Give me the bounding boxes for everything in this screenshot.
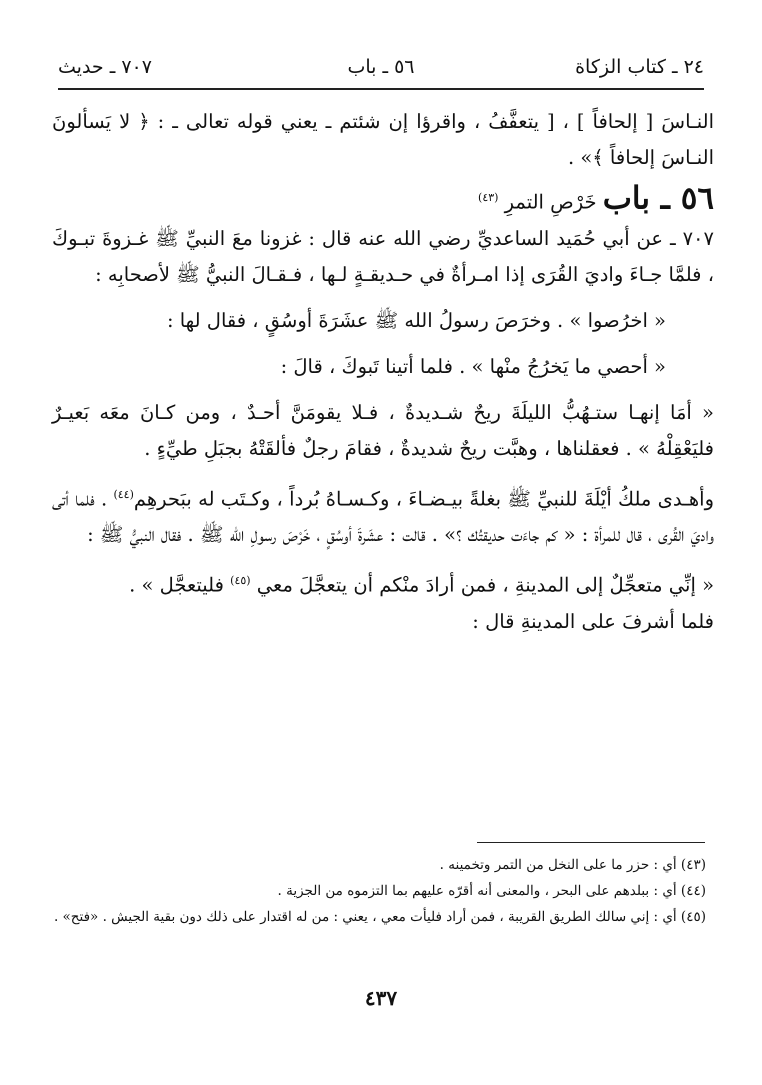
chapter-number: ٥٦ ـ باب [602, 180, 714, 217]
paragraph-continuation: النـاسَ [ إلحافاً ] ، [ يتعفَّفُ ، واقرؤا إن شئتم ـ يعني قوله تعالى ـ : ﴿ لا يَسألونَ النـاسَ إلحافاً ﴾» . [52, 110, 714, 169]
header-hadith-number: ٧٠٧ ـ حديث [58, 56, 152, 78]
running-header [58, 52, 704, 90]
paragraph-text: . فلما أتى واديَ القُرى ، قال للمرأة : « كم جاءَت حديقتُك ؟» . قالت : عشَرةَ أوسُقٍ ، خَرْصَ رسولِ الله ﷺ . فقال النبيُّ ﷺ : [52, 487, 714, 546]
main-text [52, 104, 714, 640]
footnote: (٤٣) أي : حزر ما على النخل من التمر وتخمينه . [439, 857, 706, 873]
footnote: (٤٤) أي : ببلدهم على البحر ، والمعنى أنه أقرّه عليهم بما التزموه من الجزية . [277, 883, 706, 899]
quote-paragraph [52, 563, 714, 604]
chapter-heading [52, 180, 714, 221]
hadith-paragraph: ٧٠٧ ـ عن أبي حُمَيد الساعديِّ رضي الله عنه قال : غزونا معَ النبيِّ ﷺ غـزوةَ تبـوكَ ، فلمَّا جـاءَ واديَ القُرَى إذا امـرأةٌ في حـديقـةٍ لـها ، فـقـالَ النبيُّ ﷺ لأصحابِه : [52, 226, 714, 286]
narrative-paragraph [52, 477, 714, 554]
footnote-ref-44: (٤٤) [113, 487, 134, 501]
quote-paragraph: « أحصي ما يَخرُجُ منْها » . فلما أتينا تَبوكَ ، قالَ : [280, 354, 666, 378]
footnote: (٤٥) أي : إني سالك الطريق القريبة ، فمن أراد فليأت معي ، يعني : من له اقتدار على ذلك دون بقية الجيش . «فتح» . [53, 909, 706, 925]
narrative-paragraph: فلما أشرفَ على المدينةِ قال : [472, 609, 714, 633]
page-number: ٤٣٧ [364, 986, 398, 1010]
header-book-title: ٢٤ ـ كتاب الزكاة [575, 56, 704, 78]
footnotes [52, 852, 706, 930]
chapter-title: خَرْصِ التمرِ [504, 190, 597, 214]
quote-paragraph: « أمَا إنهـا ستـهُبُّ الليلَةَ ريحٌ شـديدةٌ ، فـلا يقومَنَّ أحـدٌ ، ومن كـانَ معَه بَعيـرٌ فليَعْقِلْهُ » . فعقلناها ، وهبَّت ريحٌ شديدةٌ ، فقامَ رجلٌ فألقَتْهُ بجبَلِ طيِّءٍ . [52, 400, 714, 460]
paragraph-text: وأهـدى ملكُ أيْلَةَ للنبيِّ ﷺ بغلةً بيـضـاءَ ، وكـسـاهُ بُرداً ، وكـتَب له ببَحرهِم [133, 487, 715, 510]
footnote-ref-43: (٤٣) [478, 191, 499, 204]
paragraph-text: فليتعجَّل » . [129, 573, 224, 597]
footnote-ref-45: (٤٥) [230, 574, 251, 587]
quote-paragraph: « اخرُصوا » . وخرَصَ رسولُ الله ﷺ عشَرَةَ أوسُقٍ ، فقال لها : [166, 308, 666, 332]
header-chapter: ٥٦ ـ باب [347, 56, 415, 78]
footnote-divider [477, 842, 705, 843]
paragraph-text: « إنِّي متعجِّلٌ إلى المدينةِ ، فمن أرادَ منْكم أن يتعجَّلَ معي [256, 573, 714, 597]
